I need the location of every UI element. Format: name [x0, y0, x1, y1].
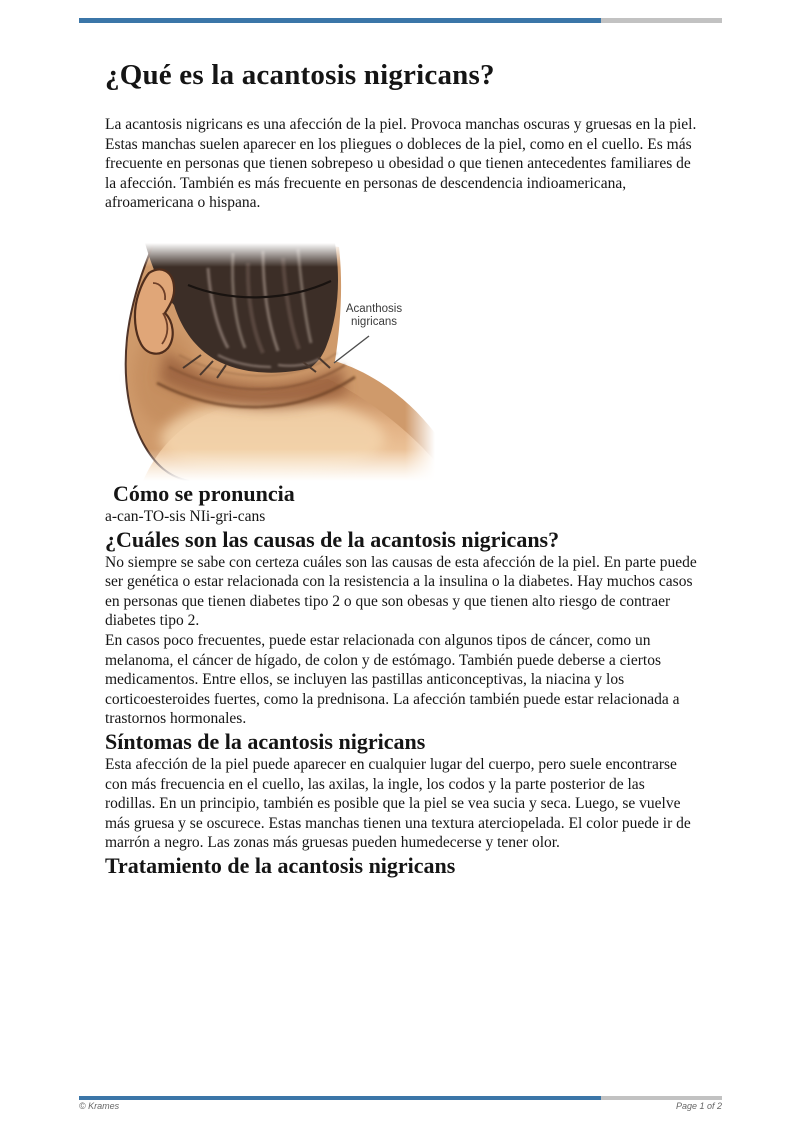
heading-treatment: Tratamiento de la acantosis nigricans: [105, 852, 456, 878]
neck-illustration: [113, 243, 435, 481]
right-fade: [405, 353, 435, 481]
footer: [79, 1101, 722, 1111]
heading-pronunciation: Cómo se pronuncia: [113, 480, 295, 506]
footer-divider-gray-segment: [601, 1096, 722, 1100]
heading-symptoms: Síntomas de la acantosis nigricans: [105, 728, 426, 754]
copyright-text: © Krames: [79, 1101, 120, 1111]
page-title: ¿Qué es la acantosis nigricans?: [105, 59, 495, 91]
pronunciation-text: a-can-TO-sis NIi-gri-cans: [105, 507, 266, 525]
footer-divider-blue-segment: [79, 1096, 601, 1100]
label-leader-line: [334, 336, 369, 363]
footer-divider-bar: [79, 1096, 722, 1100]
bottom-fade: [113, 449, 435, 481]
top-fade: [113, 243, 435, 267]
figure-label: Acanthosis nigricans: [345, 302, 403, 329]
intro-paragraph: La acantosis nigricans es una afección de la piel. Provoca manchas oscuras y gruesas en la piel. Estas manchas suelen aparecer en los pliegues o dobleces de la piel, como en el cuello. Es más frecuente en personas que tienen sobrepeso u obesidad o que tienen antecedentes familiares de la afección. También es más frecuente en personas de descendencia indioamericana, afroamericana o hispana.: [105, 116, 697, 212]
document-content: [105, 0, 697, 879]
causes-paragraph-2: En casos poco frecuentes, puede estar relacionada con algunos tipos de cáncer, como un melanoma, el cáncer de hígado, de colon y de estómago. También puede deberse a ciertos medicamentos. Entre ellos, se incluyen las pastillas anticonceptivas, la niacina y los corticoesteroides fuertes, como la prednisona. La afección también puede estar relacionada a trastornos hormonales.: [105, 631, 680, 728]
neck-illustration-graphic: [113, 243, 435, 481]
symptoms-paragraph: Esta afección de la piel puede aparecer en cualquier lugar del cuerpo, pero suele encontrarse con más frecuencia en el cuello, las axilas, la ingle, los codos y la parte posterior de las rodillas. En un principio, también es posible que la piel se vea sucia y seca. Luego, se vuelve más gruesa y se oscurece. Estas manchas tienen una textura aterciopelada. El color puede ir de marrón a negro. Las zonas más gruesas pueden humedecerse y tener olor.: [105, 755, 691, 852]
heading-causes: ¿Cuáles son las causas de la acantosis nigricans?: [105, 526, 560, 552]
page-number-text: Page 1 of 2: [675, 1101, 722, 1111]
causes-paragraph-1: No siempre se sabe con certeza cuáles son las causas de esta afección de la piel. En parte puede ser genética o estar relacionada con la resistencia a la insulina o la diabetes. Hay muchos casos en personas que tienen diabetes tipo 2 o que son obesas y que tienen alto riesgo de contraer diabetes tipo 2.: [105, 553, 697, 630]
